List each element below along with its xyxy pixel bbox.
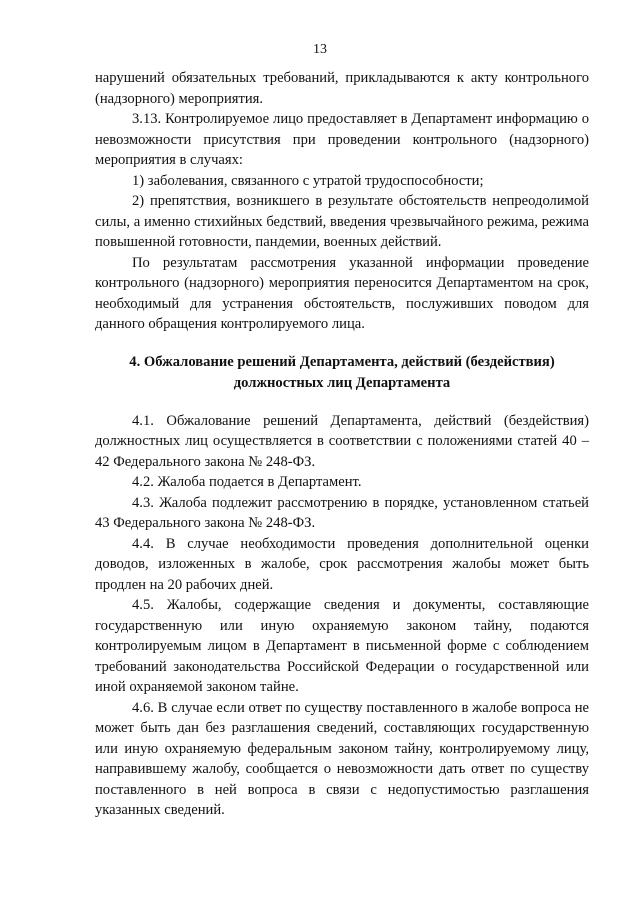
paragraph-4-5: 4.5. Жалобы, содержащие сведения и документы, составляющие государственную или иную охраняемую законом тайну, подаются контролируемым лицом в Департамент в письменной форме с соблюдением требований законодательства Российской Федерации о государственной или иной охраняемой законом тайне. [95,597,589,695]
paragraph-postponement: По результатам рассмотрения указанной информации проведение контрольного (надзорного) мероприятия переносится Департаментом на срок, необходимый для устранения обстоятельств, послуживших поводом для данного обращения контролируемого лица. [95,254,589,332]
paragraph-4-4: 4.4. В случае необходимости проведения дополнительной оценки доводов, изложенных в жалобе, срок рассмотрения жалобы может быть продлен на 20 рабочих дней. [95,535,589,593]
page-number: 13 [313,42,327,57]
paragraph-4-1: 4.1. Обжалование решений Департамента, действий (бездействия) должностных лиц осуществляется в соответствии с положениями статей 40 – 42 Федерального закона № 248-ФЗ. [95,412,589,470]
section-4-heading [95,352,589,394]
paragraph-3-12-continuation: нарушений обязательных требований, прикладываются к акту контрольного (надзорного) мероприятия. [95,70,589,107]
paragraph-4-6: 4.6. В случае если ответ по существу поставленного в жалобе вопроса не может быть дан без разглашения сведений, составляющих государственную или иную охраняемую федеральным законом тайну, контролируемому лицу, направившему жалобу, сообщается о невозможности дать ответ по существу поставленного в ней вопроса в связи с недопустимостью разглашения указанных сведений. [95,699,589,818]
list-item-2: 2) препятствия, возникшего в результате обстоятельств непреодолимой силы, а именно стихийных бедствий, введения чрезвычайного режима, режима повышенной готовности, пандемии, военных действий. [95,193,589,250]
paragraph-3-13: 3.13. Контролируемое лицо предоставляет в Департамент информацию о невозможности присутствия при проведении контрольного (надзорного) мероприятия в случаях: [95,111,589,168]
paragraph-4-2: 4.2. Жалоба подается в Департамент. [132,474,362,490]
document-body [95,68,589,821]
paragraph-4-3: 4.3. Жалоба подлежит рассмотрению в порядке, установленном статьей 43 Федерального закона № 248-ФЗ. [95,494,589,531]
section-4-heading-line-2: должностных лиц Департамента [233,374,451,391]
section-4-heading-line-1: 4. Обжалование решений Департамента, действий (бездействия) [129,353,555,370]
list-item-1: 1) заболевания, связанного с утратой трудоспособности; [132,172,484,189]
